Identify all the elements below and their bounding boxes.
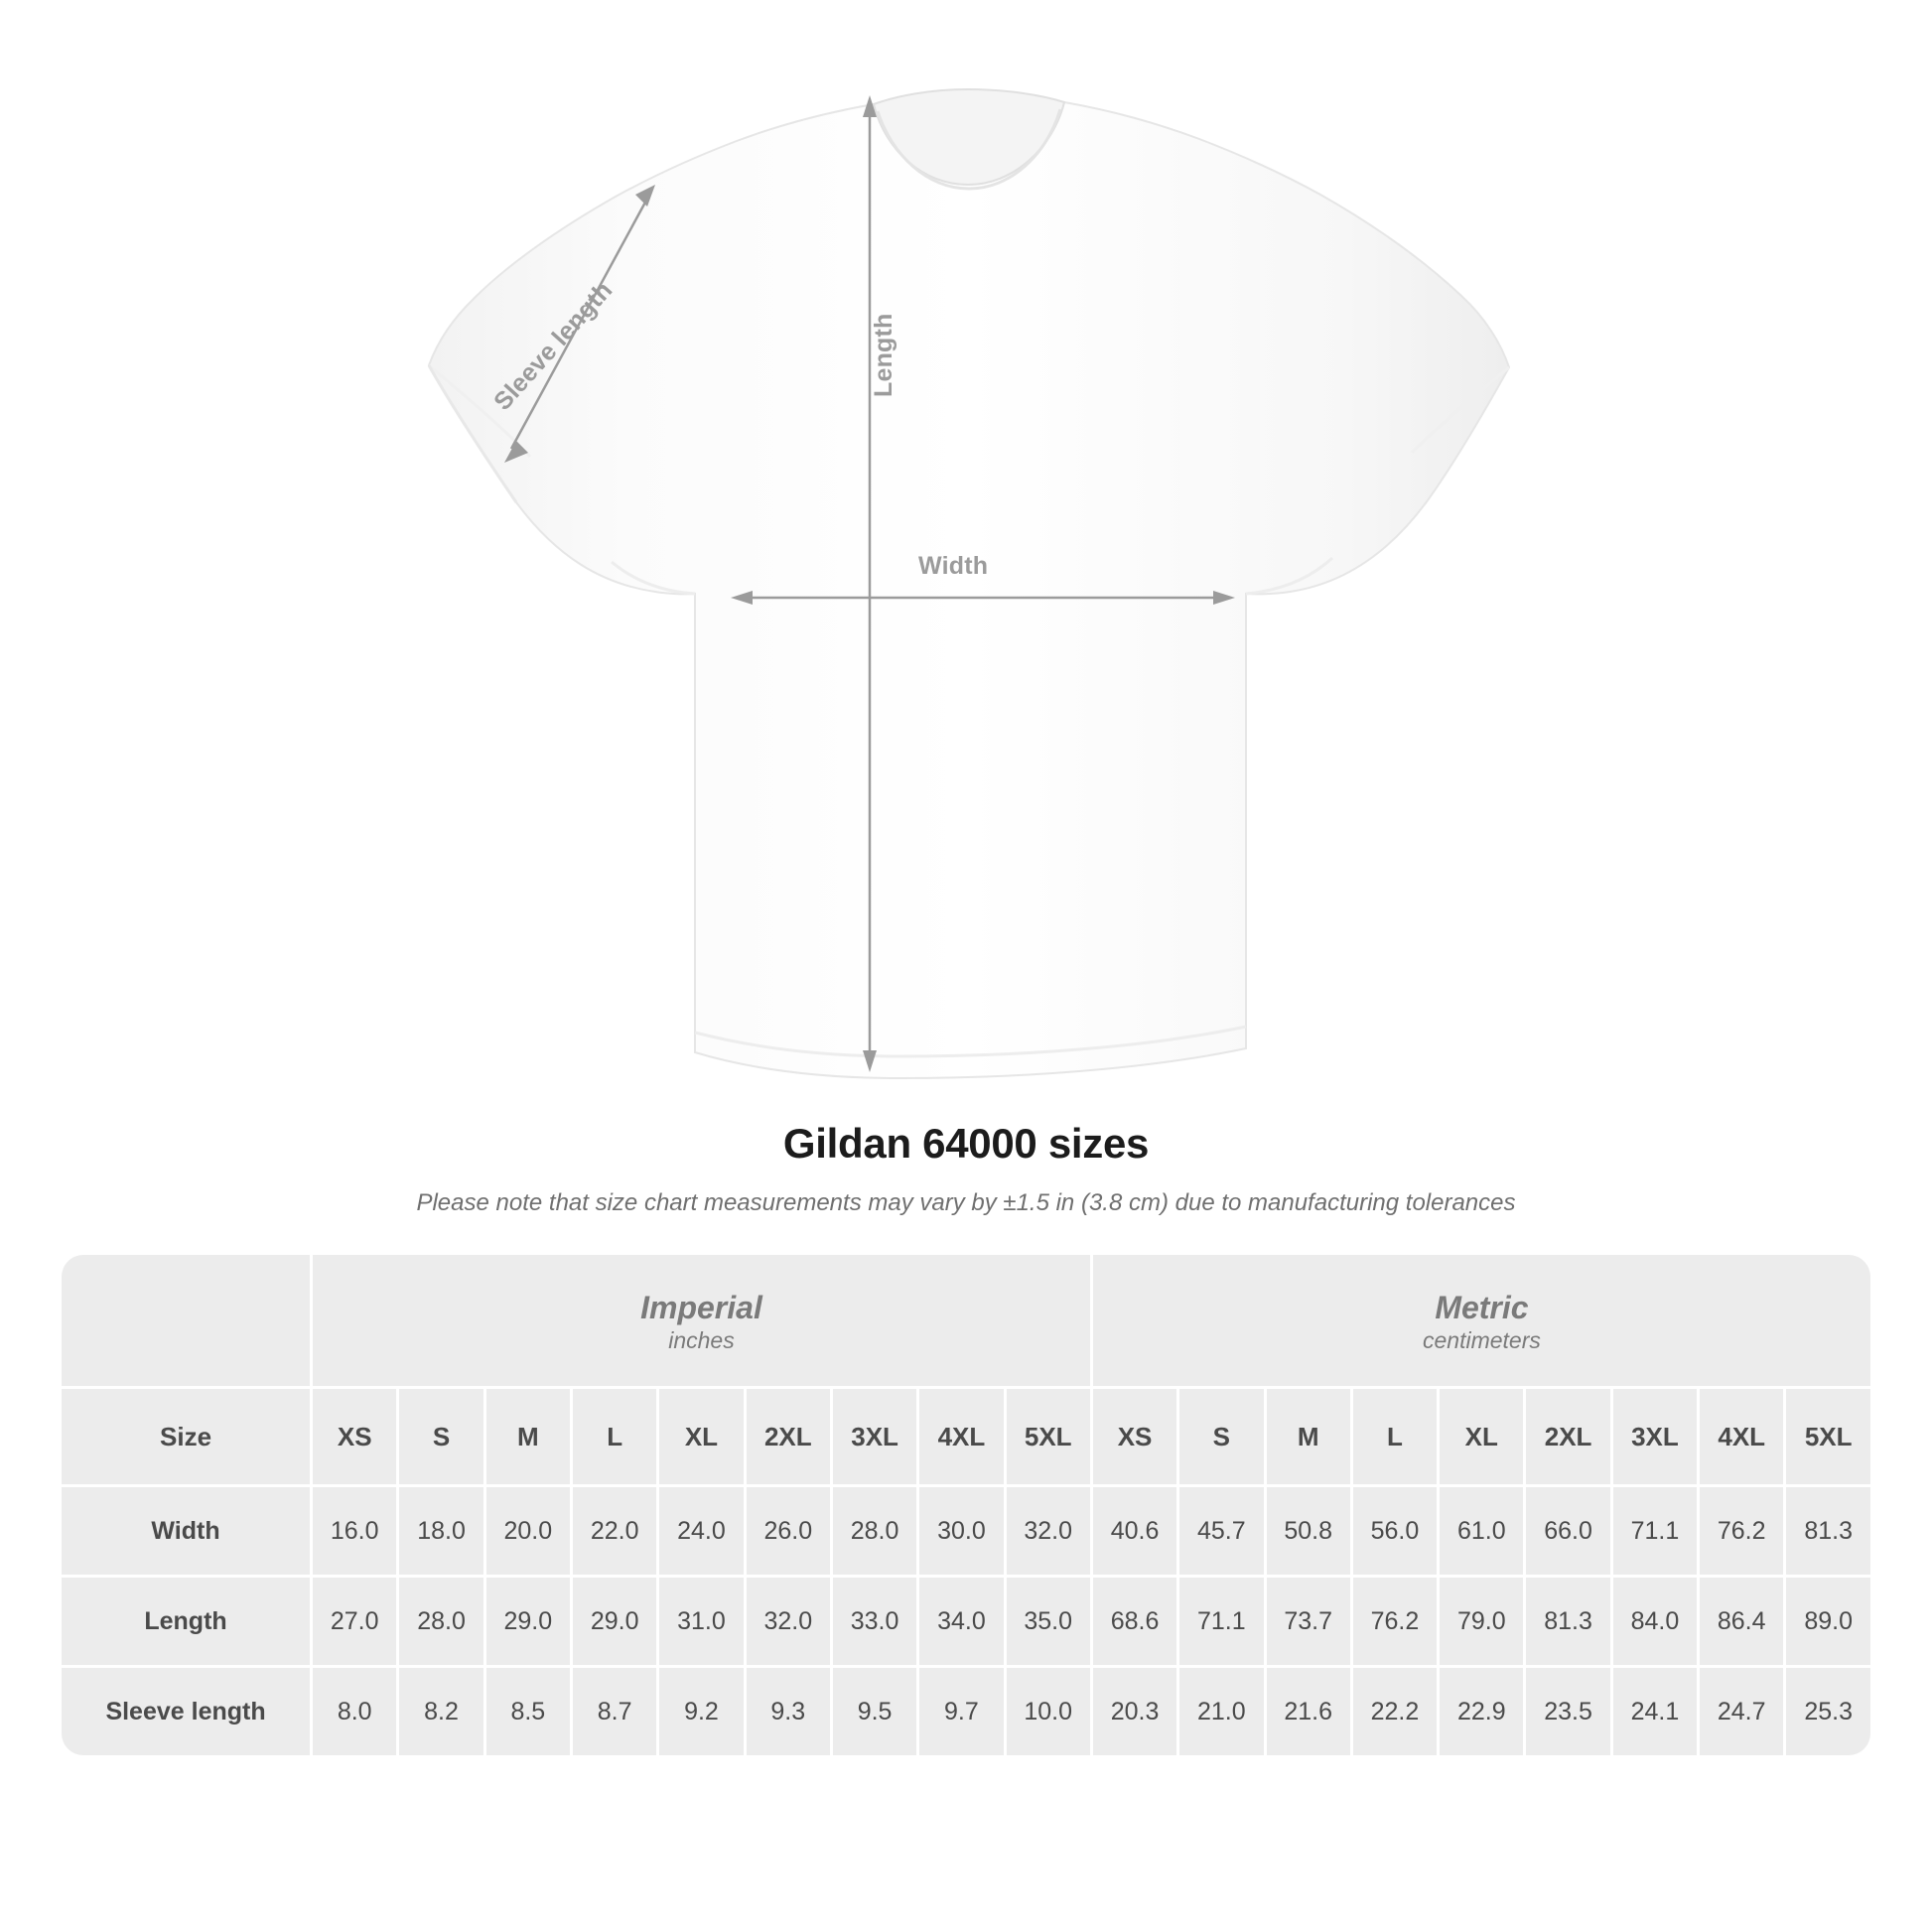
measurement-cell: 29.0 bbox=[483, 1575, 570, 1665]
unit-group-sub: inches bbox=[668, 1326, 735, 1353]
measurement-cell: 71.1 bbox=[1176, 1575, 1263, 1665]
table-corner-blank bbox=[62, 1255, 310, 1386]
measurement-cell: 33.0 bbox=[830, 1575, 916, 1665]
measurement-cell: 30.0 bbox=[916, 1484, 1003, 1575]
measurement-cell: 81.3 bbox=[1783, 1484, 1870, 1575]
table-row bbox=[62, 1665, 1870, 1755]
measurement-cell: 20.3 bbox=[1090, 1665, 1176, 1755]
measurement-cell: 27.0 bbox=[310, 1575, 396, 1665]
size-column-label: XL bbox=[656, 1386, 743, 1484]
measurement-cell: 22.2 bbox=[1350, 1665, 1437, 1755]
measurement-cell: 28.0 bbox=[830, 1484, 916, 1575]
unit-group-name: Metric bbox=[1435, 1289, 1529, 1325]
measurement-cell: 8.7 bbox=[570, 1665, 656, 1755]
unit-header-row bbox=[62, 1255, 1870, 1386]
measurement-row-label: Length bbox=[62, 1575, 310, 1665]
measurement-cell: 34.0 bbox=[916, 1575, 1003, 1665]
size-column-label: M bbox=[483, 1386, 570, 1484]
measurement-cell: 35.0 bbox=[1004, 1575, 1090, 1665]
measurement-cell: 20.0 bbox=[483, 1484, 570, 1575]
size-column-label: 3XL bbox=[1610, 1386, 1697, 1484]
measurement-cell: 81.3 bbox=[1523, 1575, 1609, 1665]
measurement-cell: 31.0 bbox=[656, 1575, 743, 1665]
measurement-cell: 45.7 bbox=[1176, 1484, 1263, 1575]
measurement-cell: 89.0 bbox=[1783, 1575, 1870, 1665]
measurement-cell: 8.5 bbox=[483, 1665, 570, 1755]
measurement-cell: 24.0 bbox=[656, 1484, 743, 1575]
unit-group-name: Imperial bbox=[640, 1289, 762, 1325]
measurement-cell: 24.7 bbox=[1697, 1665, 1783, 1755]
table-row bbox=[62, 1484, 1870, 1575]
measurement-row-label: Sleeve length bbox=[62, 1665, 310, 1755]
size-column-label: 4XL bbox=[1697, 1386, 1783, 1484]
measurement-cell: 56.0 bbox=[1350, 1484, 1437, 1575]
measurement-cell: 32.0 bbox=[744, 1575, 830, 1665]
sleeve-length-dimension-label: Sleeve length bbox=[488, 276, 619, 416]
size-column-label: L bbox=[1350, 1386, 1437, 1484]
measurement-cell: 24.1 bbox=[1610, 1665, 1697, 1755]
size-column-label: XS bbox=[310, 1386, 396, 1484]
size-column-label: 5XL bbox=[1783, 1386, 1870, 1484]
measurement-cell: 10.0 bbox=[1004, 1665, 1090, 1755]
measurement-cell: 86.4 bbox=[1697, 1575, 1783, 1665]
size-column-label: L bbox=[570, 1386, 656, 1484]
size-column-header: Size bbox=[62, 1386, 310, 1484]
measurement-cell: 25.3 bbox=[1783, 1665, 1870, 1755]
size-column-label: S bbox=[396, 1386, 483, 1484]
measurement-cell: 76.2 bbox=[1350, 1575, 1437, 1665]
size-table bbox=[62, 1255, 1870, 1755]
size-column-label: M bbox=[1264, 1386, 1350, 1484]
measurement-cell: 21.0 bbox=[1176, 1665, 1263, 1755]
unit-group-header bbox=[1090, 1255, 1870, 1386]
measurement-cell: 9.7 bbox=[916, 1665, 1003, 1755]
size-column-label: S bbox=[1176, 1386, 1263, 1484]
measurement-cell: 50.8 bbox=[1264, 1484, 1350, 1575]
measurement-cell: 8.0 bbox=[310, 1665, 396, 1755]
measurement-cell: 32.0 bbox=[1004, 1484, 1090, 1575]
unit-group-sub: centimeters bbox=[1423, 1326, 1541, 1353]
measurement-cell: 26.0 bbox=[744, 1484, 830, 1575]
measurement-cell: 40.6 bbox=[1090, 1484, 1176, 1575]
page-title: Gildan 64000 sizes bbox=[782, 1120, 1150, 1167]
measurement-cell: 61.0 bbox=[1437, 1484, 1523, 1575]
measurement-cell: 68.6 bbox=[1090, 1575, 1176, 1665]
measurement-cell: 71.1 bbox=[1610, 1484, 1697, 1575]
measurement-cell: 9.5 bbox=[830, 1665, 916, 1755]
measurement-cell: 22.9 bbox=[1437, 1665, 1523, 1755]
measurement-cell: 9.2 bbox=[656, 1665, 743, 1755]
measurement-row-label: Width bbox=[62, 1484, 310, 1575]
size-column-label: 2XL bbox=[744, 1386, 830, 1484]
measurement-cell: 18.0 bbox=[396, 1484, 483, 1575]
size-column-label: XL bbox=[1437, 1386, 1523, 1484]
measurement-cell: 73.7 bbox=[1264, 1575, 1350, 1665]
measurement-cell: 84.0 bbox=[1610, 1575, 1697, 1665]
measurement-cell: 28.0 bbox=[396, 1575, 483, 1665]
size-column-label: 3XL bbox=[830, 1386, 916, 1484]
table-row bbox=[62, 1575, 1870, 1665]
width-dimension-label: Width bbox=[918, 552, 989, 580]
size-column-label: 2XL bbox=[1523, 1386, 1609, 1484]
measurement-cell: 66.0 bbox=[1523, 1484, 1609, 1575]
measurement-cell: 76.2 bbox=[1697, 1484, 1783, 1575]
measurement-cell: 9.3 bbox=[744, 1665, 830, 1755]
measurement-cell: 8.2 bbox=[396, 1665, 483, 1755]
measurement-cell: 29.0 bbox=[570, 1575, 656, 1665]
measurement-cell: 21.6 bbox=[1264, 1665, 1350, 1755]
size-column-label: 4XL bbox=[916, 1386, 1003, 1484]
length-dimension-label: Length bbox=[870, 313, 897, 397]
tolerance-note: Please note that size chart measurements may vary by ±1.5 in (3.8 cm) due to manufacturing tolerances bbox=[416, 1189, 1516, 1216]
column-header-row bbox=[62, 1386, 1870, 1484]
measurement-cell: 23.5 bbox=[1523, 1665, 1609, 1755]
measurement-cell: 22.0 bbox=[570, 1484, 656, 1575]
size-column-label: 5XL bbox=[1004, 1386, 1090, 1484]
size-column-label: XS bbox=[1090, 1386, 1176, 1484]
measurement-cell: 79.0 bbox=[1437, 1575, 1523, 1665]
size-table-wrap bbox=[62, 1255, 1870, 1755]
measurement-cell: 16.0 bbox=[310, 1484, 396, 1575]
unit-group-header bbox=[310, 1255, 1090, 1386]
title-block bbox=[0, 1120, 1932, 1217]
